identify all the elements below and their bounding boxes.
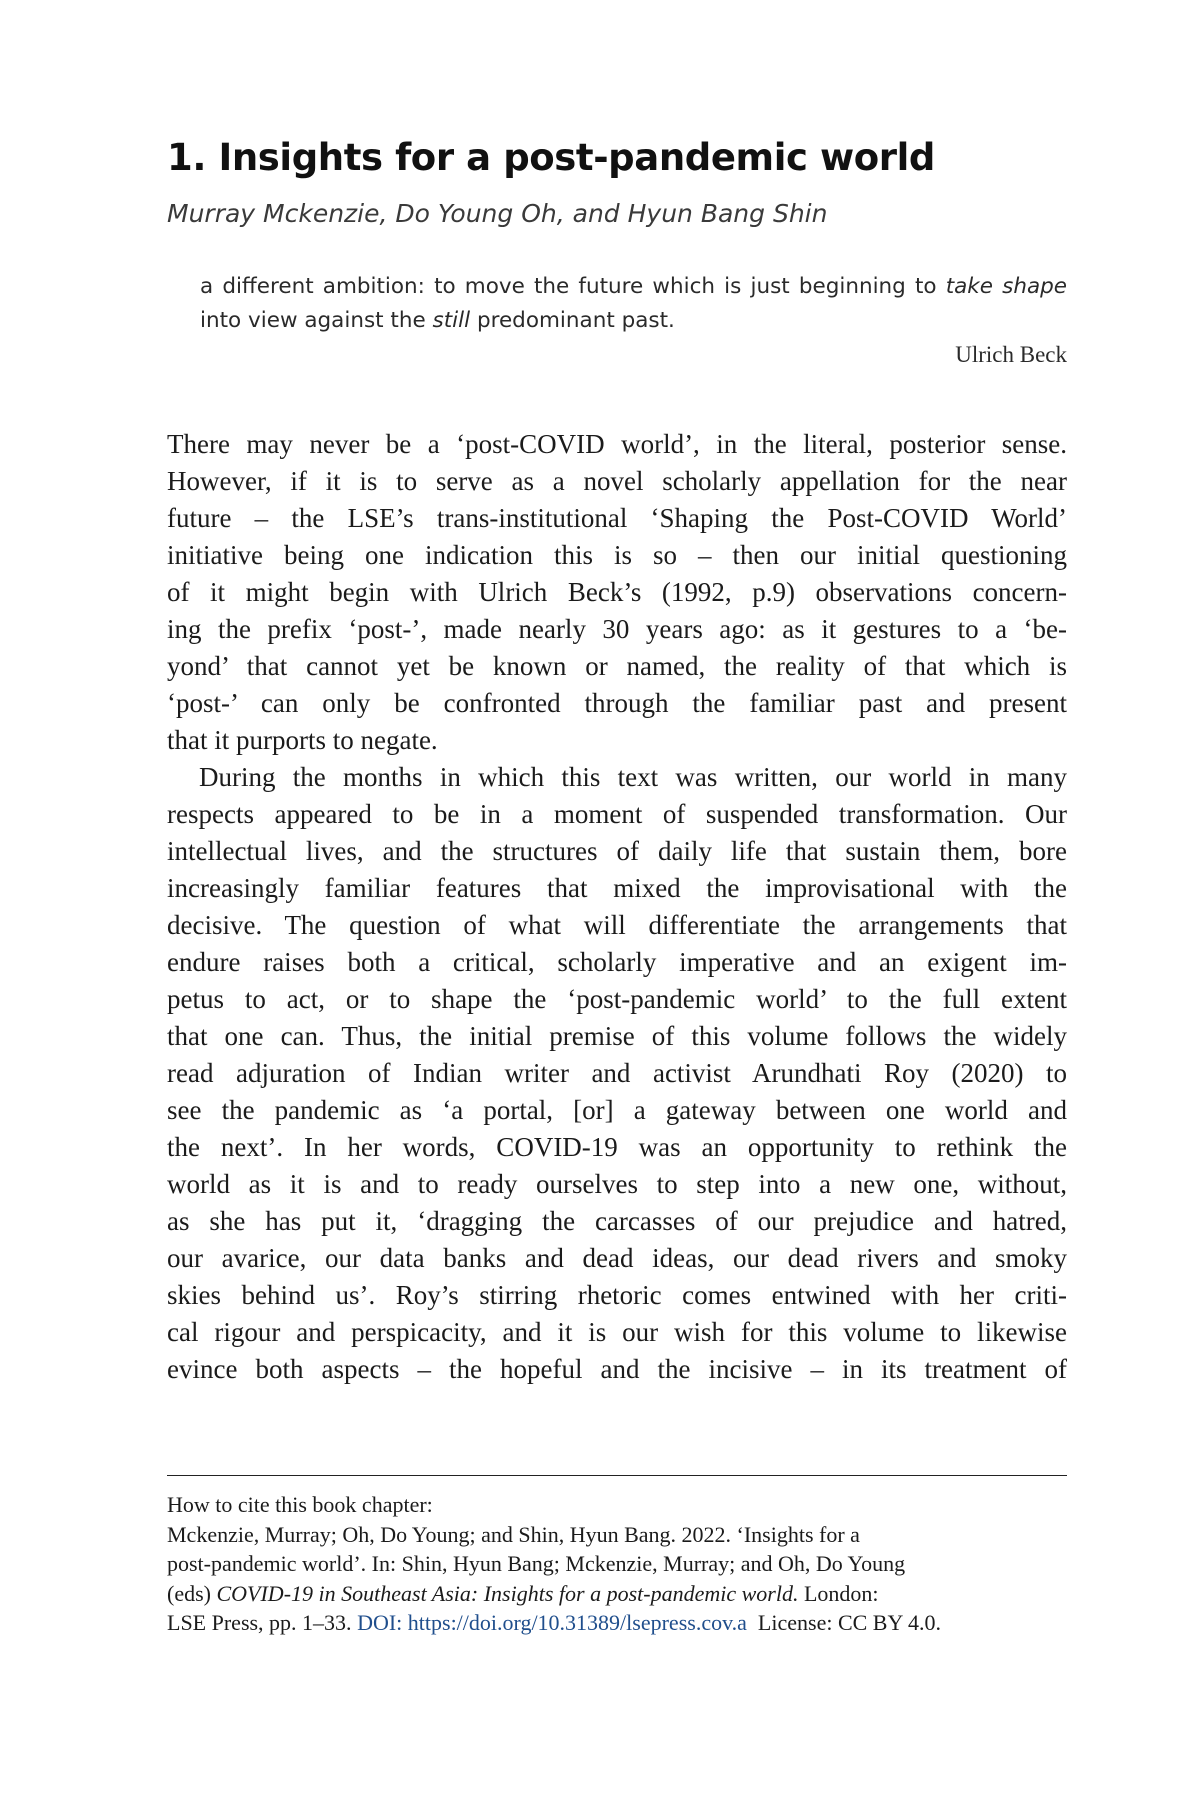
text-line: increasingly familiar features that mixed the improvisational with the [167,873,1067,903]
text-line: evince both aspects – the hopeful and the incisive – in its treatment of [167,1354,1067,1384]
citation-line: Mckenzie, Murray; Oh, Do Young; and Shin, Hyun Bang. 2022. ‘Insights for a [167,1521,860,1547]
paragraph-1 [167,426,1067,759]
citation-editors: (eds) [167,1580,217,1606]
text-line: of it might begin with Ulrich Beck’s (1992, p.9) observations concern- [167,577,1067,607]
epigraph-quote [200,270,1067,338]
body-text [167,426,1067,1388]
text-line: as she has put it, ‘dragging the carcasses of our prejudice and hatred, [167,1206,1067,1236]
text-line: During the months in which this text was written, our world in many [199,762,1067,792]
citation-place: London: [798,1580,879,1606]
text-line: ing the prefix ‘post-’, made nearly 30 years ago: as it gestures to a ‘be- [167,614,1067,644]
citation-license: License: CC BY 4.0. [746,1610,942,1635]
text-line: our avarice, our data banks and dead ideas, our dead rivers and smoky [167,1243,1067,1273]
text-line: skies behind us’. Roy’s stirring rhetoric comes entwined with her criti- [167,1280,1067,1310]
text-line: yond’ that cannot yet be known or named, the reality of that which is [167,651,1067,681]
epigraph-source: Ulrich Beck [955,342,1067,367]
chapter-title: 1. Insights for a post-pandemic world [167,136,936,179]
citation-line [167,1579,1067,1609]
text-line: There may never be a ‘post-COVID world’, in the literal, posterior sense. [167,429,1067,459]
citation-line [167,1608,1067,1638]
chapter-authors: Murray Mckenzie, Do Young Oh, and Hyun Bang Shin [167,199,828,228]
text-line: However, if it is to serve as a novel scholarly appellation for the near [167,466,1067,496]
text-line: intellectual lives, and the structures of daily life that sustain them, bore [167,836,1067,866]
footnote-divider [167,1475,1067,1476]
text-line: that one can. Thus, the initial premise of this volume follows the widely [167,1021,1067,1051]
epigraph-emphasis-1: take shape [945,274,1068,299]
text-line: future – the LSE’s trans-institutional ‘Shaping the Post-COVID World’ [167,503,1067,533]
text-line: that it purports to negate. [167,725,438,755]
text-line: decisive. The question of what will differentiate the arrangements that [167,910,1067,940]
text-line: cal rigour and perspicacity, and it is our wish for this volume to likewise [167,1317,1067,1347]
citation-book-title: COVID-19 in Southeast Asia: Insights for a post-pandemic world. [216,1580,799,1606]
epigraph-text-2: into view against the [200,308,433,333]
paragraph-2 [167,759,1067,1388]
text-line: ‘post-’ can only be confronted through the familiar past and present [167,688,1067,718]
epigraph-text-1: a different ambition: to move the future which is just beginning to [200,274,946,299]
text-line: respects appeared to be in a moment of suspended transformation. Our [167,799,1067,829]
citation-block [167,1490,1067,1638]
citation-heading: How to cite this book chapter: [167,1492,433,1517]
epigraph-text-3: predominant past. [470,308,675,333]
text-line: read adjuration of Indian writer and activist Arundhati Roy (2020) to [167,1058,1067,1088]
text-line: initiative being one indication this is so – then our initial questioning [167,540,1067,570]
text-line: endure raises both a critical, scholarly imperative and an exigent im- [167,947,1067,977]
citation-publisher: LSE Press, pp. 1–33. [167,1610,358,1635]
citation-line: post-pandemic world’. In: Shin, Hyun Bang; Mckenzie, Murray; and Oh, Do Young [167,1551,906,1576]
epigraph-emphasis-2: still [432,308,471,333]
text-line: world as it is and to ready ourselves to step into a new one, without, [167,1169,1067,1199]
text-line: petus to act, or to shape the ‘post-pandemic world’ to the full extent [167,984,1067,1014]
doi-link[interactable]: DOI: https://doi.org/10.31389/lsepress.cov.a [357,1610,747,1635]
text-line: the next’. In her words, COVID-19 was an opportunity to rethink the [167,1132,1067,1162]
text-line: see the pandemic as ‘a portal, [or] a gateway between one world and [167,1095,1067,1125]
